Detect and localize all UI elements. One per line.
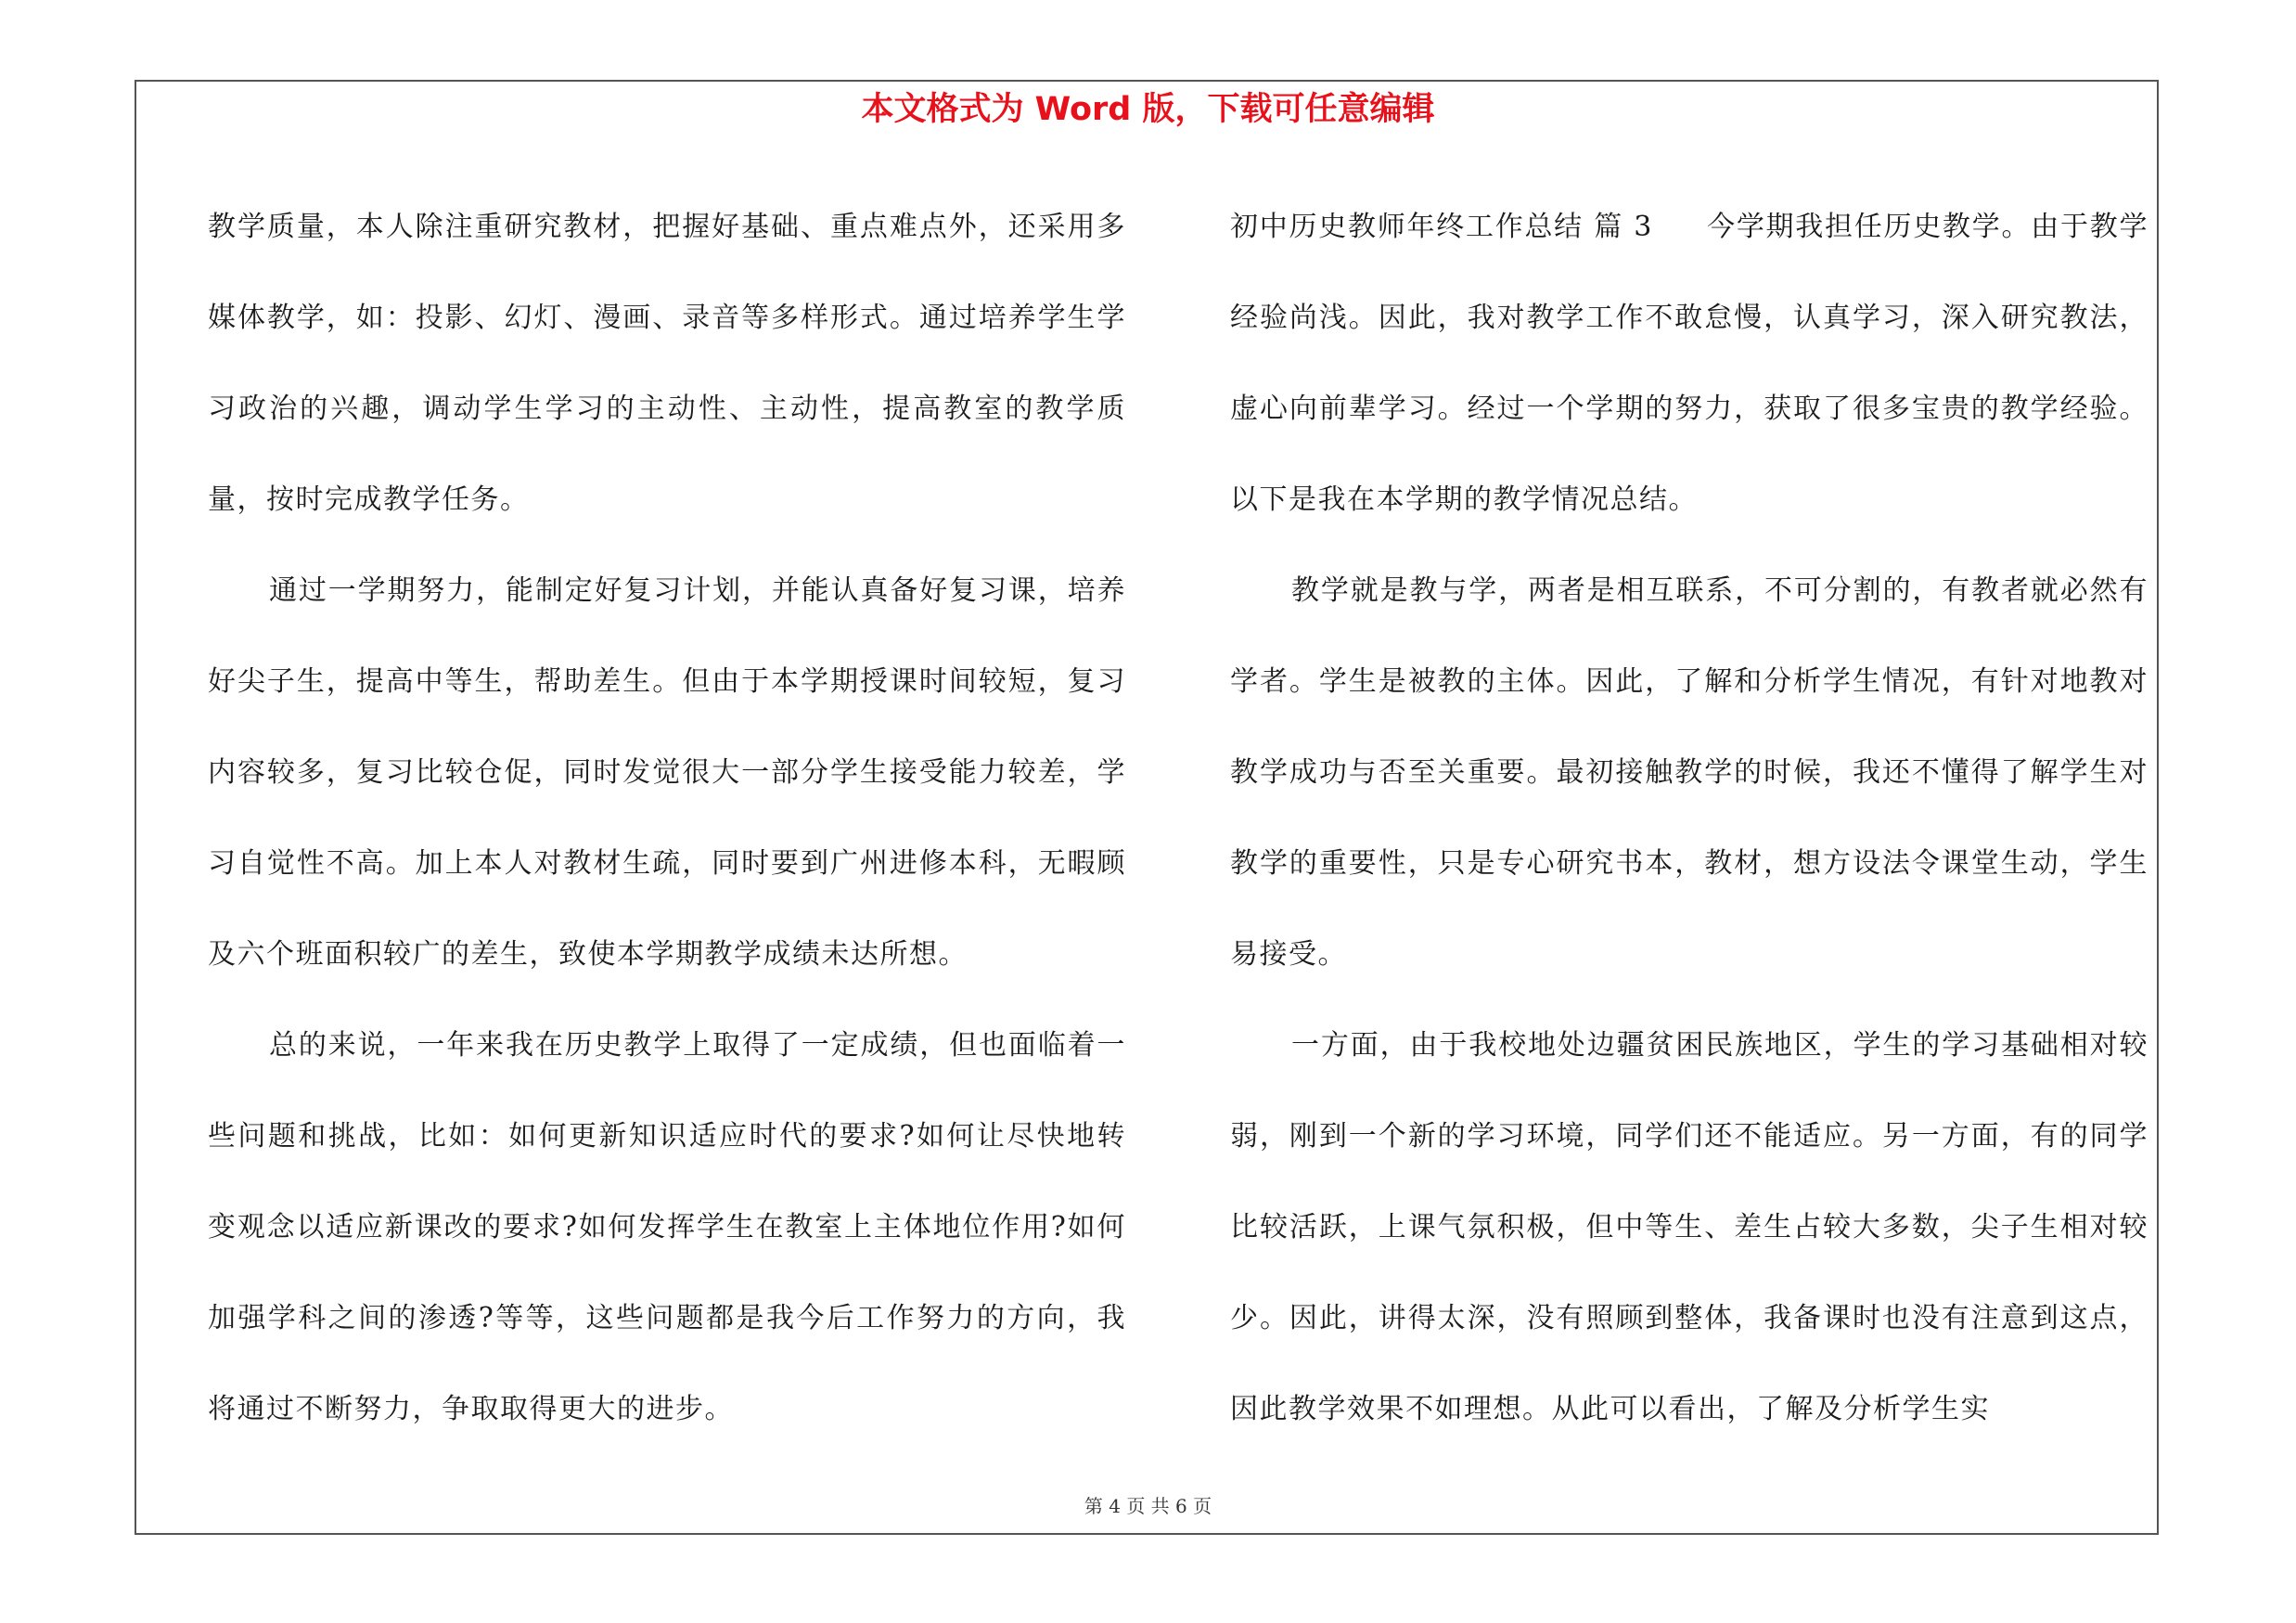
format-notice-banner: 本文格式为 Word 版，下载可任意编辑 — [861, 91, 1435, 128]
paragraph: 通过一学期努力，能制定好复习计划，并能认真备好复习课，培养好尖子生，提高中等生，帮助差生。但由于本学期授课时间较短，复习内容较多，复习比较仓促，同时发觉很大一部分学生接受能力较差，学习自觉性不高。加上本人对教材生疏，同时要到广州进修本科，无暇顾及六个班面积较广的差生，致使本学期教学成绩未达所想。 — [208, 574, 1126, 971]
left-text-column — [208, 182, 1126, 1455]
right-text-column — [1230, 182, 2148, 1455]
paragraph: 总的来说，一年来我在历史教学上取得了一定成绩，但也面临着一些问题和挑战，比如：如何更新知识适应时代的要求?如何让尽快地转变观念以适应新课改的要求?如何发挥学生在教室上主体地位作用?如何加强学科之间的渗透?等等，这些问题都是我今后工作努力的方向，我将通过不断努力，争取取得更大的进步。 — [208, 1029, 1126, 1425]
paragraph-text: 今学期我担任历史教学。由于教学经验尚浅。因此，我对教学工作不敢怠慢，认真学习，深入研究教法，虚心向前辈学习。经过一个学期的努力，获取了很多宝贵的教学经验。以下是我在本学期的教学情况总结。 — [1230, 211, 2148, 516]
paragraph-continued: 教学质量，本人除注重研究教材，把握好基础、重点难点外，还采用多媒体教学，如：投影、幻灯、漫画、录音等多样形式。通过培养学生学习政治的兴趣，调动学生学习的主动性、主动性，提高教室的教学质量，按时完成教学任务。 — [208, 211, 1126, 516]
section-title: 初中历史教师年终工作总结 篇 3 — [1230, 211, 1653, 243]
paragraph: 一方面，由于我校地处边疆贫困民族地区，学生的学习基础相对较弱，刚到一个新的学习环境，同学们还不能适应。另一方面，有的同学比较活跃，上课气氛积极，但中等生、差生占较大多数，尖子生相对较少。因此，讲得太深，没有照顾到整体，我备课时也没有注意到这点，因此教学效果不如理想。从此可以看出，了解及分析学生实 — [1230, 1029, 2148, 1425]
paragraph: 教学就是教与学，两者是相互联系，不可分割的，有教者就必然有学者。学生是被教的主体。因此，了解和分析学生情况，有针对地教对教学成功与否至关重要。最初接触教学的时候，我还不懂得了解学生对教学的重要性，只是专心研究书本，教材，想方设法令课堂生动，学生易接受。 — [1230, 574, 2148, 971]
page-number-footer: 第 4 页 共 6 页 — [1084, 1495, 1212, 1517]
section-heading-paragraph — [1230, 182, 2148, 546]
